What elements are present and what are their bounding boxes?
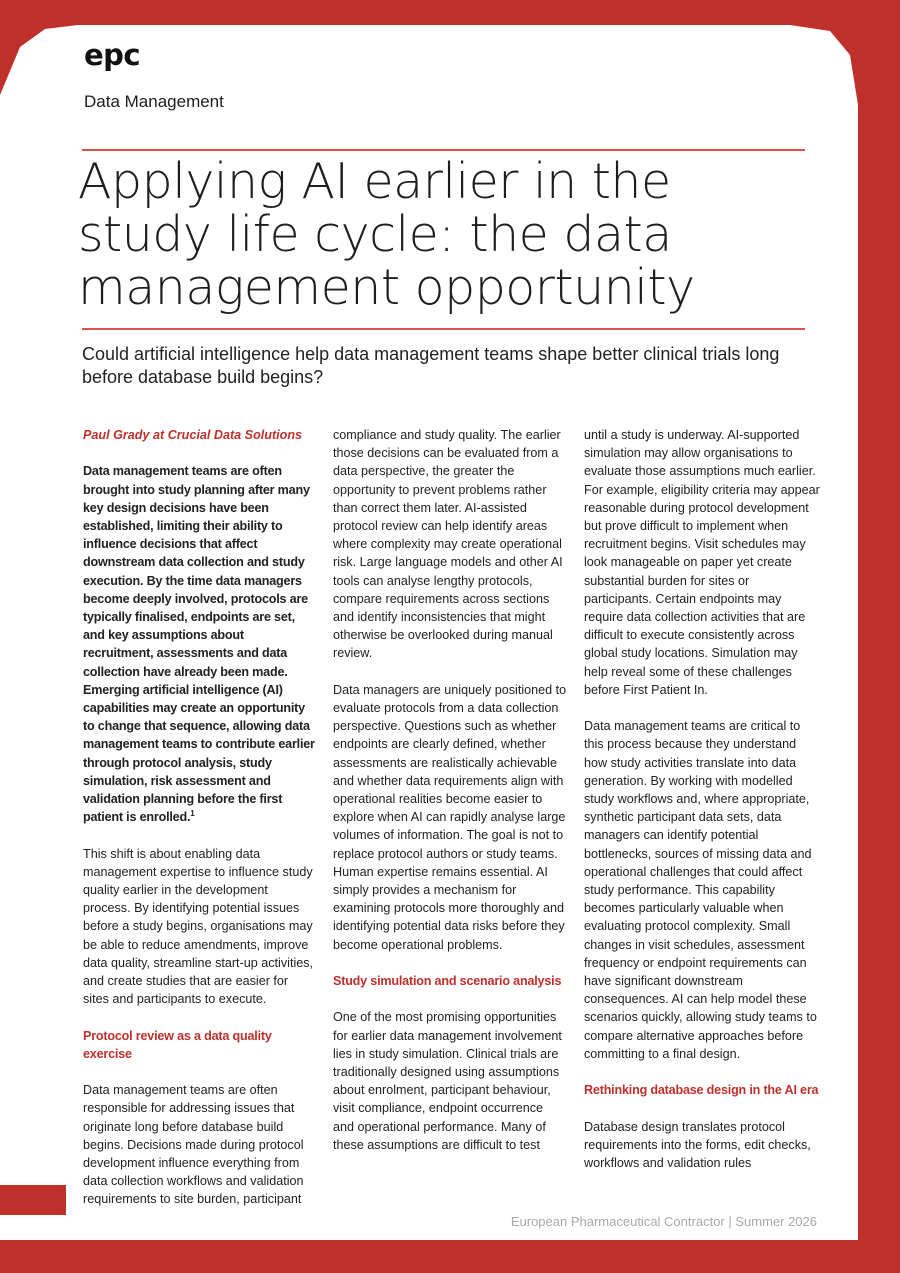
article-column-1 (83, 426, 317, 1227)
body-paragraph: This shift is about enabling data management expertise to influence study quality earlier in the development process. By identifying potential issues before a study begins, organisations may be able to reduce amendments, improve data quality, streamline start-up activities, and create studies that are easier for sites and participants to execute. (83, 846, 314, 1007)
page-corner-band (0, 1185, 66, 1215)
footer-credit: European Pharmaceutical Contractor | Summer 2026 (510, 1214, 817, 1229)
body-paragraph: until a study is underway. AI-supported simulation may allow organisations to evaluate those assumptions much earlier. For example, eligibility criteria may appear reasonable during protocol development but prove difficult to implement when recruitment begins. Visit schedules may look manageable on paper yet create substantial burden for sites or participants. Certain endpoints may require data collection activities that are difficult to execute consistently across global study locations. Simulation may help reveal some of these challenges before First Patient In. (584, 428, 820, 697)
section-subhead: Rethinking database design in the AI era (584, 1083, 819, 1098)
article-lede (83, 462, 317, 826)
article-column-2 (333, 426, 567, 1172)
article-byline: Paul Grady at Crucial Data Solutions (83, 428, 303, 442)
section-label: Data Management (84, 92, 224, 111)
body-paragraph: compliance and study quality. The earlier those decisions can be evaluated from a data perspective, the greater the opportunity to prevent problems rather than correct them later. AI-assisted protocol review can help identify areas where complexity may create operational risk. Large language models and other AI tools can analyse lengthy protocols, compare requirements across sections and identify inconsistencies that might otherwise be overlooked during manual review. (333, 428, 563, 661)
body-paragraph: One of the most promising opportunities for earlier data management involvement lies in study simulation. Clinical trials are traditionally designed using assumptions about enrolment, participant behaviour, visit compliance, endpoint occurrence and operational performance. Many of these assumptions are difficult to test (333, 1010, 562, 1152)
body-paragraph: Data management teams are critical to this process because they understand how study activities translate into data generation. By working with modelled study workflows and, where appropriate, synthetic participant data sets, data managers can identify potential bottlenecks, sources of missing data and operational challenges that could affect study performance. This capability becomes particularly valuable when evaluating protocol complexity. Small changes in visit schedules, assessment frequency or endpoint requirements can have significant downstream consequences. AI can help model these scenarios quickly, allowing study teams to compare alternative approaches before committing to a final design. (584, 719, 817, 1061)
body-paragraph: Data management teams are often responsible for addressing issues that originate long before database build begins. Decisions made during protocol development influence everything from data collection workflows and validation requirements to site burden, participant (83, 1083, 304, 1207)
publication-logo: epc (84, 38, 141, 72)
article-title: Applying AI earlier in the study life cycle: the data management opportunity (78, 153, 695, 316)
lede-text: Data management teams are often brought into study planning after many key design decisions have been established, limiting their ability to influence decisions that affect downstream data collection and study execution. By the time data managers become deeply involved, protocols are typically finalised, endpoints are set, and key assumptions about recruitment, assessments and data collection have already been made. Emerging artificial intelligence (AI) capabilities may create an opportunity to change that sequence, allowing data management teams to contribute earlier through protocol analysis, study simulation, risk assessment and validation planning before the first patient is enrolled. (83, 464, 315, 825)
article-standfirst: Could artificial intelligence help data management teams shape better clinical trials long before database build begins? (82, 344, 780, 387)
body-paragraph: Data managers are uniquely positioned to evaluate protocols from a data collection perspective. Questions such as whether endpoints are clearly defined, whether assessments are realistically achievable and whether data requirements align with operational realities become easier to explore when AI can rapidly analyse large volumes of information. The goal is not to replace protocol authors or study teams. Human expertise remains essential. AI simply provides a mechanism for examining protocols more thoroughly and identifying potential data risks before they become operational problems. (333, 682, 567, 952)
section-subhead: Study simulation and scenario analysis (333, 974, 562, 989)
section-subhead: Protocol review as a data quality exercise (83, 1028, 272, 1061)
title-rule-top (82, 149, 805, 151)
page-number: 86 (19, 1217, 36, 1234)
footnote-marker: 1 (190, 809, 195, 819)
body-paragraph: Database design translates protocol requirements into the forms, edit checks, workflows and validation rules (584, 1119, 811, 1171)
title-rule-bottom (82, 328, 805, 330)
article-column-3 (584, 426, 820, 1190)
